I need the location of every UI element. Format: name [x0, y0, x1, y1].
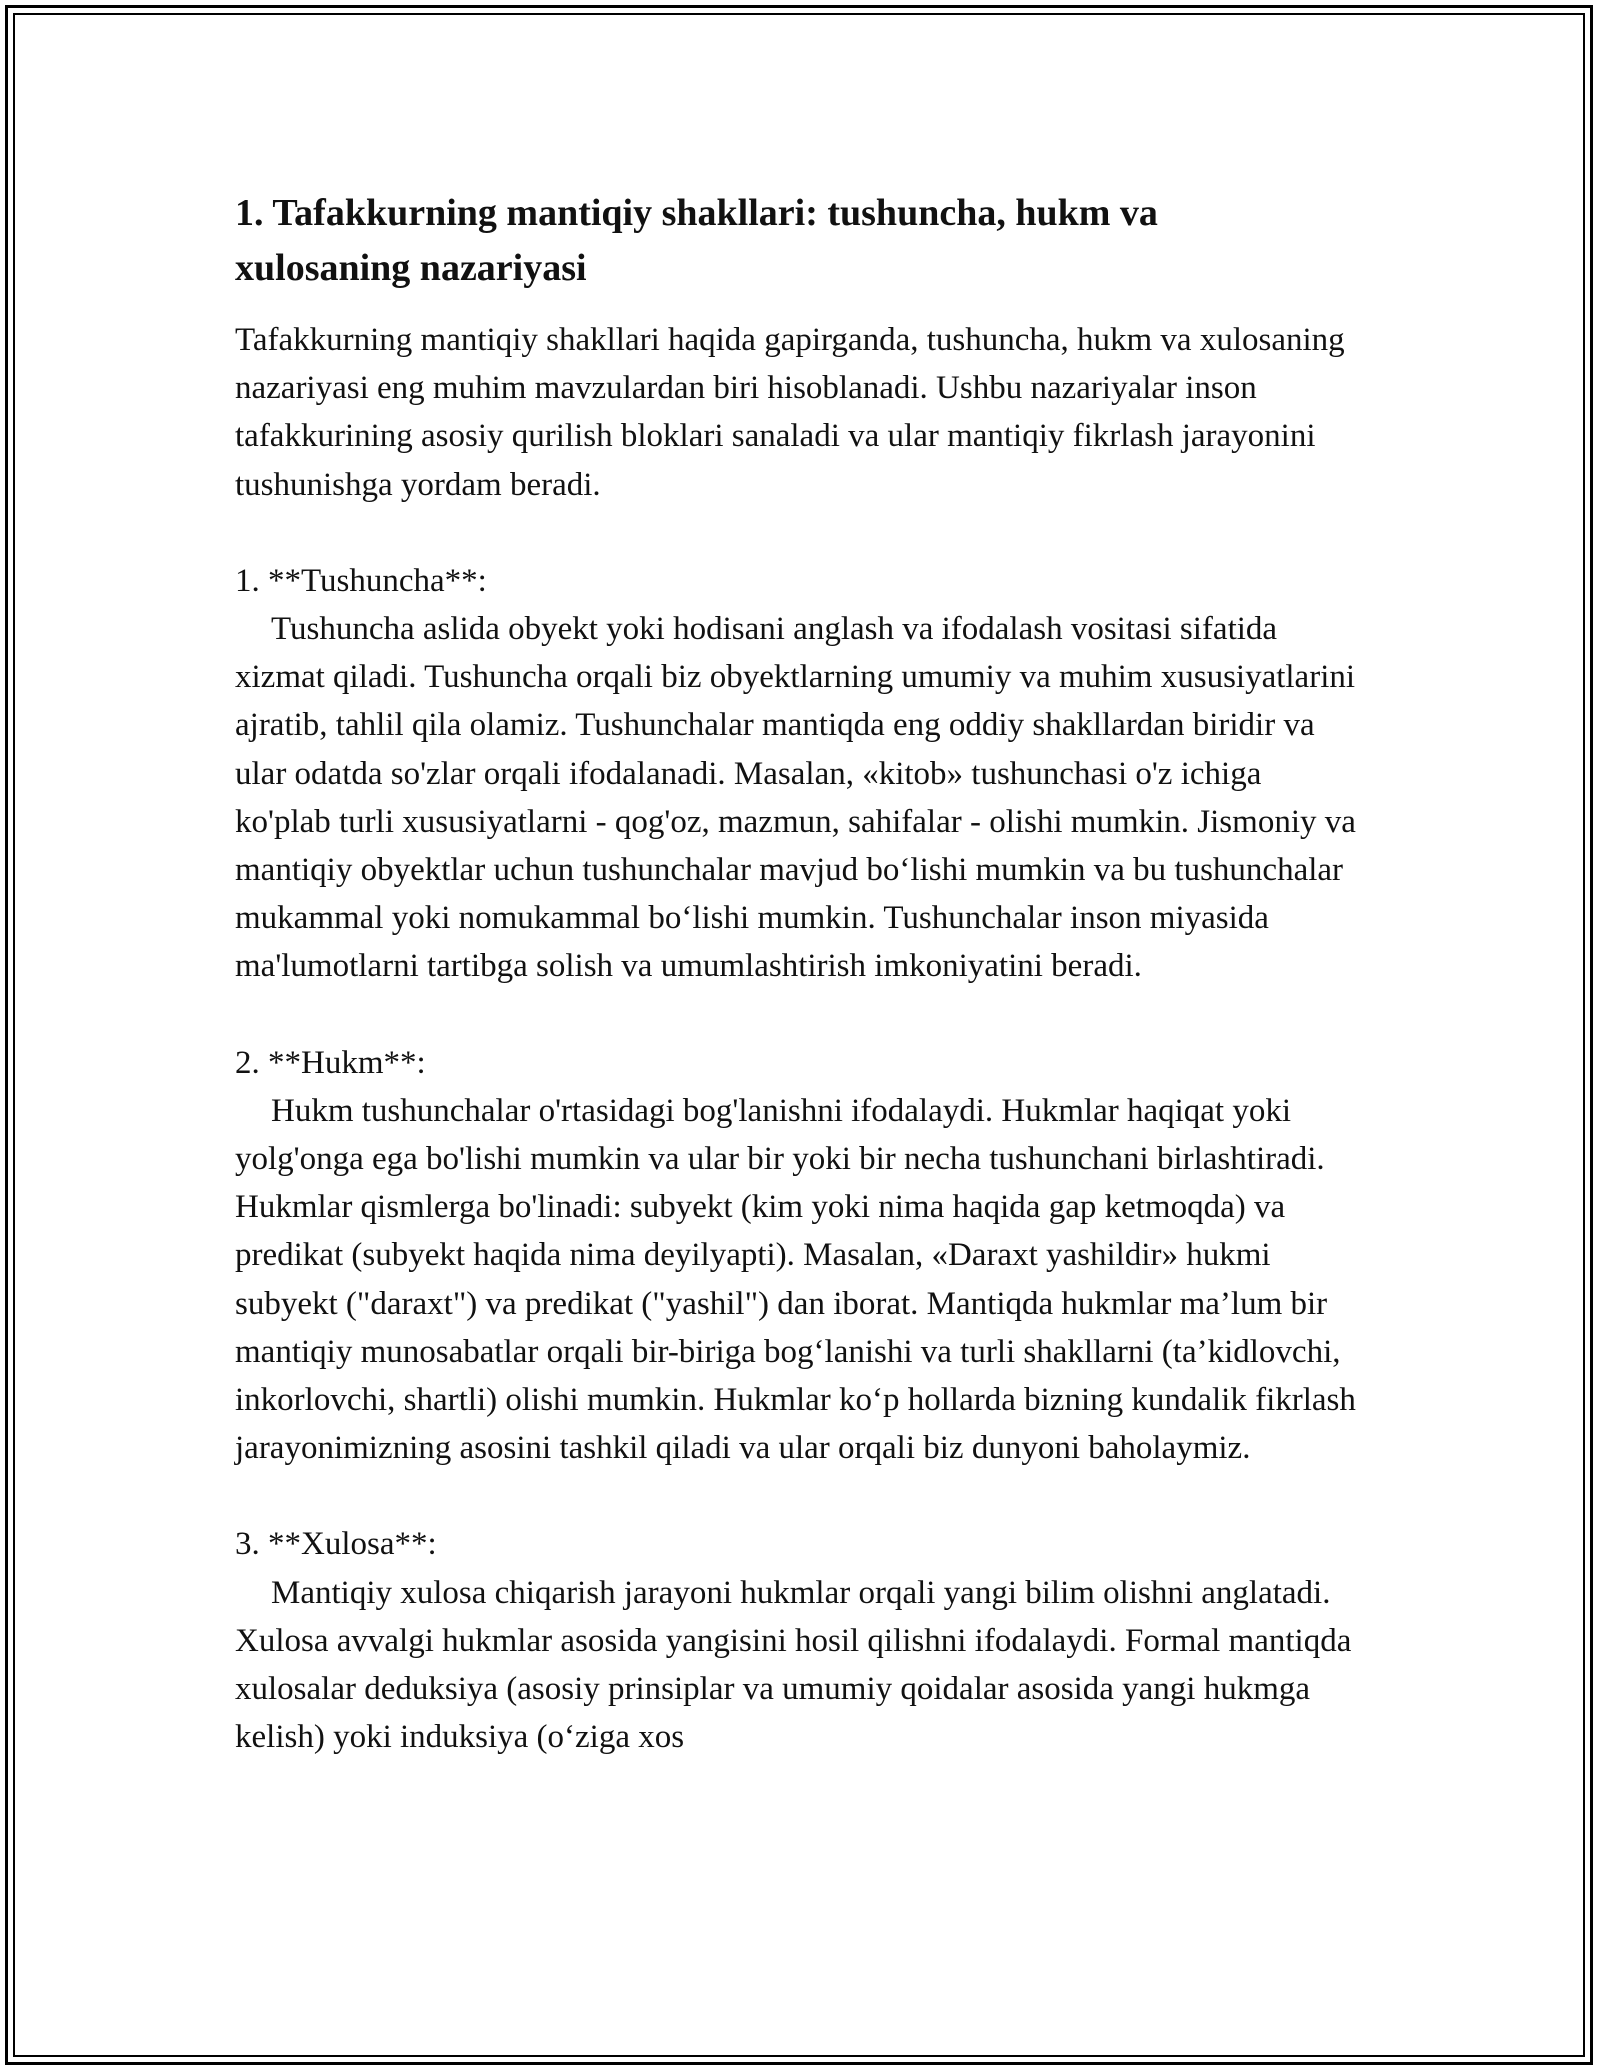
section-xulosa [235, 1520, 1365, 1761]
section-heading: 2. **Hukm**: [235, 1044, 426, 1081]
document-body [235, 186, 1365, 1809]
section-body: Hukm tushunchalar o'rtasidagi bog'lanishni ifodalaydi. Hukmlar haqiqat yoki yolg'onga ega bo'lishi mumkin va ular bir yoki bir necha tushunchani birlashtiradi. Hukmlar qismlerga bo'linadi: subyekt (kim yoki nima haqida gap ketmoqda) va predikat (subyekt haqida nima deyilyapti). Masalan, «Daraxt yashildir» hukmi subyekt ("daraxt") va predikat ("yashil") dan iborat. Mantiqda hukmlar ma’lum bir mantiqiy munosabatlar orqali bir-biriga bog‘lanishi va turli shakllarni (ta’kidlovchi, inkorlovchi, shartli) olishi mumkin. Hukmlar ko‘p hollarda bizning kundalik fikrlash jarayonimizning asosini tashkil qiladi va ular orqali biz dunyoni baholaymiz. [235, 1092, 1356, 1467]
section-tushuncha [235, 557, 1365, 991]
section-body: Tushuncha aslida obyekt yoki hodisani anglash va ifodalash vositasi sifatida xizmat qiladi. Tushuncha orqali biz obyektlarning umumiy va muhim xususiyatlarini ajratib, tahlil qila olamiz. Tushunchalar mantiqda eng oddiy shakllardan biridir va ular odatda so'zlar orqali ifodalanadi. Masalan, «kitob» tushunchasi o'z ichiga ko'plab turli xususiyatlarni - qog'oz, mazmun, sahifalar - olishi mumkin. Jismoniy va mantiqiy obyektlar uchun tushunchalar mavjud bo‘lishi mumkin va bu tushunchalar mukammal yoki nomukammal bo‘lishi mumkin. Tushunchalar inson miyasida ma'lumotlarni tartibga solish va umumlashtirish imkoniyatini beradi. [235, 611, 1356, 985]
section-heading: 1. **Tushuncha**: [235, 562, 487, 599]
section-body: Mantiqiy xulosa chiqarish jarayoni hukmlar orqali yangi bilim olishni anglatadi. Xulosa avvalgi hukmlar asosida yangisini hosil qilishni ifodalaydi. Formal mantiqda xulosalar deduksiya (asosiy prinsiplar va umumiy qoidalar asosida yangi hukmga kelish) yoki induksiya (o‘ziga xos [235, 1574, 1352, 1756]
document-title [235, 186, 1365, 296]
document-title-line1: 1. Tafakkurning mantiqiy shakllari: tushuncha, hukm va [235, 192, 1158, 234]
section-heading: 3. **Xulosa**: [235, 1526, 437, 1563]
document-title-line2: xulosaning nazariyasi [235, 247, 587, 289]
intro-paragraph: Tafakkurning mantiqiy shakllari haqida gapirganda, tushuncha, hukm va xulosaning nazariyasi eng muhim mavzulardan biri hisoblanadi. Ushbu nazariyalar inson tafakkurining asosiy qurilish bloklari sanaladi va ular mantiqiy fikrlash jarayonini tushunishga yordam beradi. [235, 322, 1345, 503]
section-hukm [235, 1039, 1365, 1473]
